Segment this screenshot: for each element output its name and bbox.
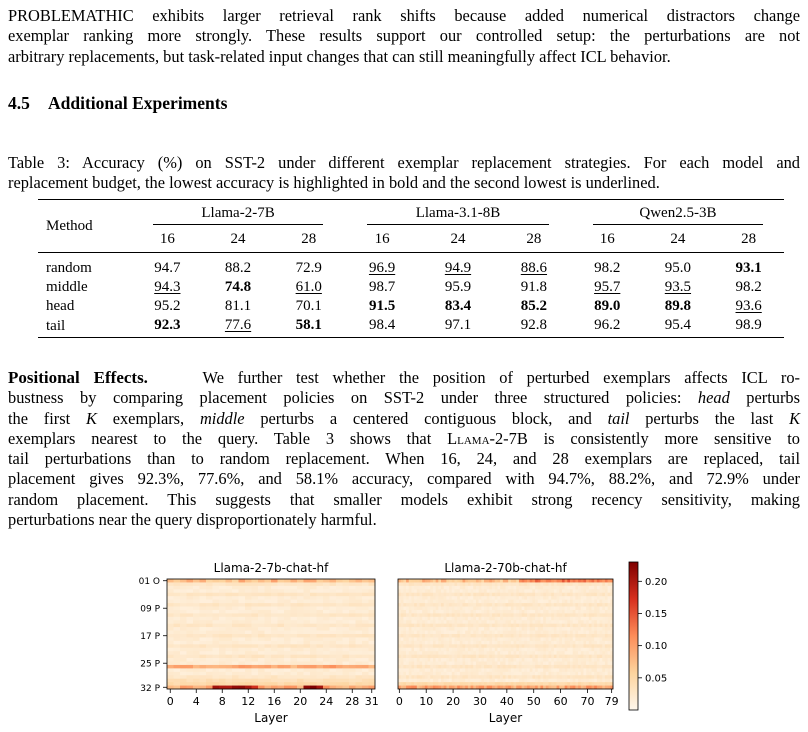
accuracy-cell: 97.1 bbox=[420, 316, 496, 338]
colorbar-tick-label: 0.05 bbox=[645, 673, 668, 685]
section-title: Additional Experiments bbox=[48, 93, 228, 113]
table-row bbox=[38, 278, 784, 297]
x-tick-label: 50 bbox=[526, 695, 541, 708]
paragraph-line: Positional Effects. We further test whether the position of perturbed exemplars affects ICL ro- bbox=[8, 368, 800, 387]
paragraph-line: random placement. This suggests that smaller models exhibit strong recency sensitivity, making bbox=[8, 489, 800, 509]
table-row bbox=[38, 316, 784, 338]
method-cell: head bbox=[46, 298, 75, 314]
accuracy-cell: 98.2 bbox=[572, 253, 643, 279]
x-tick-label: 79 bbox=[604, 695, 619, 708]
budget-header: 16 bbox=[599, 230, 615, 247]
accuracy-cell: 88.2 bbox=[203, 253, 274, 279]
budget-header: 16 bbox=[374, 230, 390, 247]
x-tick-label: 0 bbox=[395, 695, 403, 708]
accuracy-cell: 92.3 bbox=[132, 316, 203, 338]
x-tick-label: 16 bbox=[267, 695, 282, 708]
budget-header: 16 bbox=[159, 230, 175, 247]
accuracy-cell: 70.1 bbox=[295, 298, 322, 314]
model-name: Llama-2-7B bbox=[447, 428, 528, 448]
model-header: Llama-2-7B bbox=[132, 200, 344, 227]
caption-line: replacement budget, the lowest accuracy is highlighted in bold and the second lowest is underlined. bbox=[8, 173, 660, 193]
panel-title: Llama-2-70b-chat-hf bbox=[444, 561, 567, 575]
positional-effects-paragraph bbox=[8, 368, 800, 530]
x-tick-label: 70 bbox=[580, 695, 595, 708]
accuracy-cell: 98.9 bbox=[713, 316, 784, 338]
accuracy-cell: 95.4 bbox=[643, 316, 714, 338]
accuracy-cell: 72.9 bbox=[273, 253, 344, 279]
x-tick-label: 28 bbox=[345, 695, 360, 708]
x-axis-label: Layer bbox=[488, 711, 523, 725]
y-tick-label: 09 P bbox=[140, 604, 160, 615]
accuracy-cell: 98.7 bbox=[368, 279, 396, 295]
x-axis-label: Layer bbox=[254, 711, 288, 725]
x-tick-label: 4 bbox=[192, 695, 200, 708]
x-tick-label: 0 bbox=[166, 695, 174, 708]
paragraph-line: tail perturbations than to random replacement. When 16, 24, and 28 exemplars are replaced, tail bbox=[8, 449, 800, 469]
colorbar-tick-label: 0.20 bbox=[645, 576, 668, 588]
x-tick-label: 20 bbox=[446, 695, 461, 708]
intro-line: exemplar ranking more strongly. These results support our controlled setup: the perturbations are not bbox=[8, 26, 800, 46]
x-tick-label: 30 bbox=[472, 695, 487, 708]
intro-line: PROBLEMATHIC exhibits larger retrieval rank shifts because added numerical distractors change bbox=[8, 6, 800, 25]
budget-header-row bbox=[38, 226, 784, 253]
accuracy-cell: 89.0 bbox=[594, 298, 621, 314]
accuracy-cell: 94.9 bbox=[420, 253, 496, 279]
paragraph-line: the first K exemplars, middle perturbs a centered contiguous block, and tail perturbs the last K bbox=[8, 408, 800, 428]
colorbar-tick-label: 0.10 bbox=[645, 641, 668, 653]
y-tick-label: 32 P bbox=[140, 683, 160, 694]
accuracy-cell: 94.3 bbox=[154, 279, 181, 295]
method-cell: tail bbox=[38, 316, 132, 338]
accuracy-cell: 96.9 bbox=[344, 253, 420, 279]
x-tick-label: 60 bbox=[553, 695, 568, 708]
accuracy-cell: 93.1 bbox=[713, 253, 784, 279]
accuracy-cell: 95.2 bbox=[154, 298, 181, 314]
table-caption bbox=[8, 153, 800, 194]
accuracy-cell: 91.5 bbox=[368, 298, 396, 314]
x-tick-label: 24 bbox=[319, 695, 334, 708]
paragraph-heading: Positional Effects. bbox=[8, 368, 148, 387]
accuracy-cell: 93.6 bbox=[735, 298, 762, 314]
section-heading bbox=[8, 93, 227, 114]
accuracy-cell: 93.5 bbox=[664, 279, 692, 295]
colorbar-tick-label: 0.15 bbox=[645, 608, 668, 620]
y-tick-label: 25 P bbox=[140, 659, 160, 670]
method-cell: random bbox=[38, 253, 132, 279]
caption-line: Table 3: Accuracy (%) on SST-2 under different exemplar replacement strategies. For each model and bbox=[8, 153, 800, 172]
accuracy-cell: 58.1 bbox=[273, 316, 344, 338]
model-header: Llama-3.1-8B bbox=[344, 200, 572, 227]
y-tick-label: 17 P bbox=[140, 632, 160, 643]
section-number: 4.5 bbox=[8, 93, 30, 113]
accuracy-cell: 95.9 bbox=[444, 279, 472, 295]
paragraph-line: exemplars nearest to the query. Table 3 shows that Llama-2-7B is consistently more sensitive to bbox=[8, 428, 800, 448]
paragraph-line: perturbations near the query disproportionately harmful. bbox=[8, 510, 377, 530]
x-tick-label: 12 bbox=[241, 695, 256, 708]
attention-heatmap-figure bbox=[0, 552, 808, 732]
y-tick-label: 01 O bbox=[138, 577, 160, 588]
method-header: Method bbox=[38, 200, 132, 253]
table-row bbox=[38, 297, 784, 316]
x-tick-label: 40 bbox=[499, 695, 514, 708]
accuracy-cell: 96.2 bbox=[572, 316, 643, 338]
intro-paragraph bbox=[8, 6, 800, 67]
accuracy-cell: 89.8 bbox=[664, 298, 692, 314]
results-table bbox=[38, 199, 784, 338]
table-row bbox=[38, 253, 784, 279]
accuracy-cell: 98.4 bbox=[344, 316, 420, 338]
budget-header: 24 bbox=[450, 230, 466, 247]
accuracy-cell: 95.0 bbox=[643, 253, 714, 279]
heatmap-panel bbox=[396, 561, 619, 725]
accuracy-cell: 74.8 bbox=[224, 279, 252, 295]
table-header-row bbox=[38, 200, 784, 227]
budget-header: 28 bbox=[526, 230, 542, 247]
accuracy-cell: 98.2 bbox=[735, 279, 762, 295]
x-tick-label: 31 bbox=[364, 695, 379, 708]
model-header: Qwen2.5-3B bbox=[572, 200, 784, 227]
accuracy-cell: 81.1 bbox=[224, 298, 252, 314]
accuracy-cell: 95.7 bbox=[594, 279, 621, 295]
x-tick-label: 10 bbox=[419, 695, 434, 708]
accuracy-cell: 92.8 bbox=[496, 316, 572, 338]
x-tick-label: 20 bbox=[293, 695, 308, 708]
paragraph-line: placement gives 92.3%, 77.6%, and 58.1% accuracy, compared with 94.7%, 88.2%, and 72.9% under bbox=[8, 469, 800, 489]
budget-header: 28 bbox=[301, 230, 317, 247]
x-tick-label: 8 bbox=[218, 695, 226, 708]
paragraph-line: bustness by comparing placement policies on SST-2 under three structured policies: head perturbs bbox=[8, 388, 801, 408]
budget-header: 24 bbox=[230, 230, 246, 247]
heatmap-panel bbox=[167, 561, 379, 725]
colorbar bbox=[629, 562, 638, 710]
method-cell: middle bbox=[46, 279, 88, 295]
accuracy-cell: 83.4 bbox=[444, 298, 472, 314]
accuracy-cell: 88.6 bbox=[496, 253, 572, 279]
accuracy-cell: 91.8 bbox=[520, 279, 548, 295]
accuracy-cell: 94.7 bbox=[132, 253, 203, 279]
accuracy-cell: 77.6 bbox=[203, 316, 274, 338]
accuracy-cell: 85.2 bbox=[520, 298, 548, 314]
budget-header: 24 bbox=[670, 230, 686, 247]
accuracy-cell: 61.0 bbox=[295, 279, 322, 295]
intro-line: arbitrary replacements, but task-related input changes that can still meaningfully affect ICL behavior. bbox=[8, 46, 671, 66]
budget-header: 28 bbox=[741, 230, 757, 247]
panel-title: Llama-2-7b-chat-hf bbox=[213, 561, 329, 575]
